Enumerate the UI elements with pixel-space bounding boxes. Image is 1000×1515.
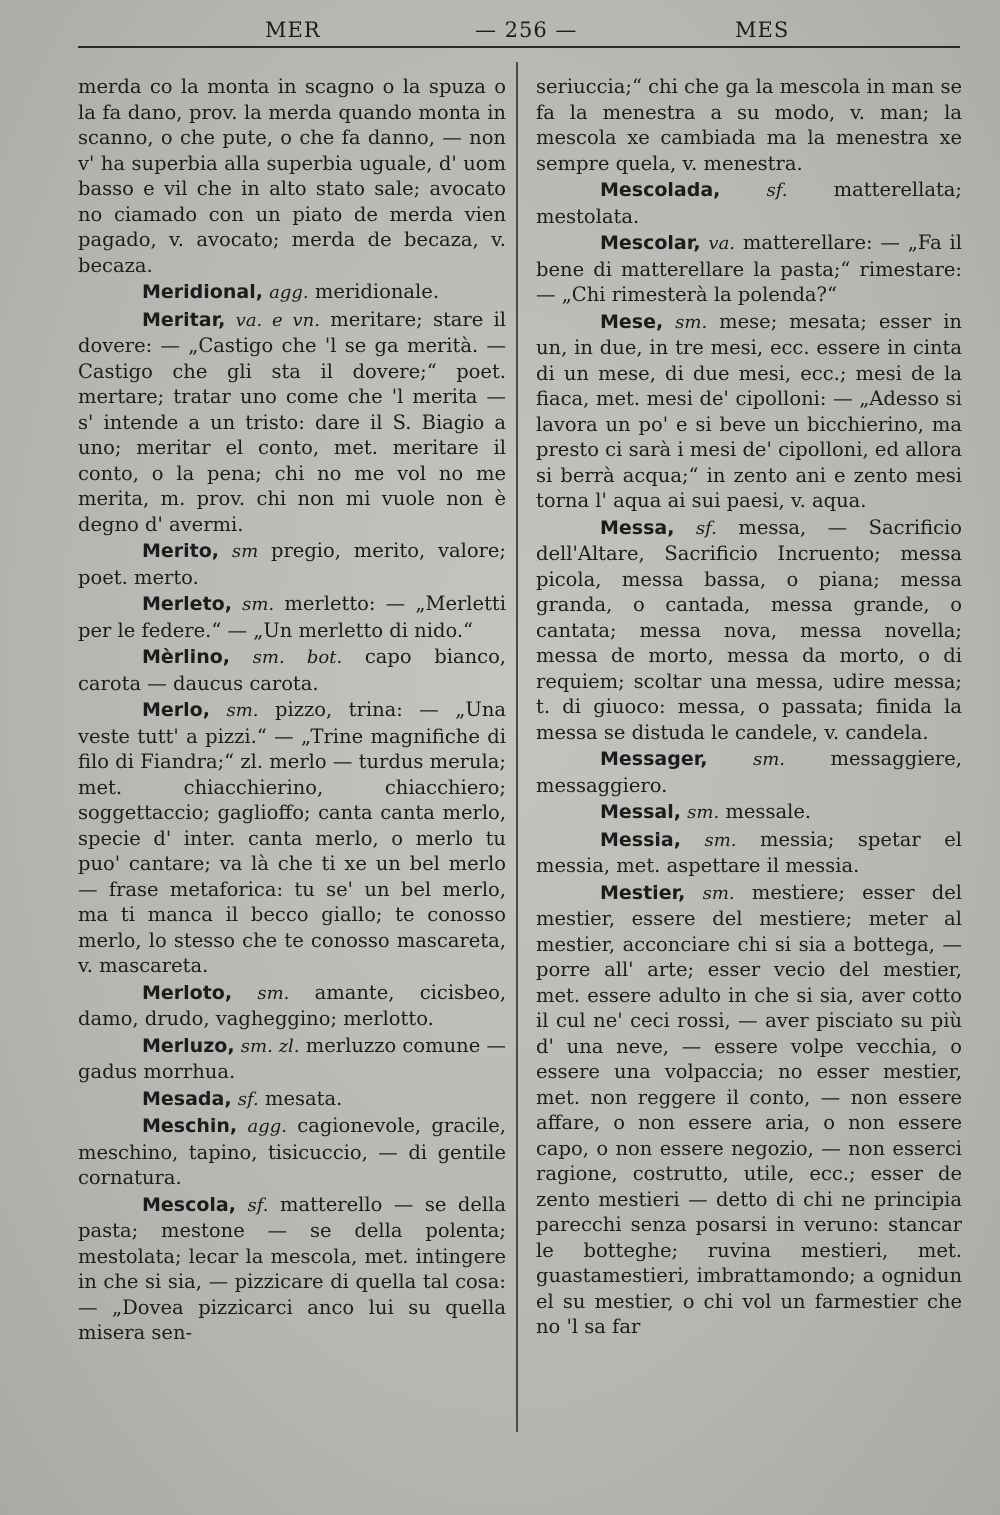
column-divider — [516, 62, 518, 1432]
entry-grammar-tag: sm. zl. — [240, 1035, 300, 1057]
entry-headword: Merleto, — [142, 593, 232, 615]
header-right-guideword: MES — [735, 18, 790, 42]
entry-grammar-tag: sm. — [242, 594, 275, 615]
dictionary-entry — [536, 309, 962, 514]
dictionary-entry — [536, 177, 962, 229]
entry-headword: Messia, — [600, 828, 681, 851]
entry-headword: Messa, — [600, 516, 675, 539]
entry-definition: messia; spetar el messia, met. aspettare il messia. — [536, 827, 962, 877]
entry-grammar-tag: va. — [708, 233, 736, 254]
dictionary-entry — [78, 1113, 506, 1191]
dictionary-entry — [78, 279, 506, 306]
entry-definition: pizzo, trina: — „Una veste tutt' a pizzi.“ — „Trine magnifiche di filo di Fiandra;“ zl. merlo — turdus merula; met. chiacchierino, chiacchiero; soggettaccio; gaglioffo; canta canta merlo, specie d' inter. canta merlo, o merlo tu puo' cantare; va là che ti xe un bel merlo — frase metaforica: tu se' un bel merlo, ma ti manca il becco giallo; te conosso merlo, lo stesso che te conosso mascareta, v. mascareta. — [78, 698, 506, 977]
entry-headword: Merloto, — [142, 981, 233, 1004]
entry-grammar-tag: sm. — [753, 749, 786, 770]
entry-headword: Mescola, — [142, 1193, 236, 1216]
dictionary-entry — [536, 515, 962, 746]
dictionary-entry — [536, 746, 962, 798]
entry-grammar-tag: sm. — [687, 802, 720, 823]
page-number: — 256 — — [475, 18, 578, 42]
entry-grammar-tag: sm. — [675, 311, 708, 333]
entry-grammar-tag: sm. — [226, 700, 259, 721]
dictionary-entry — [78, 1192, 506, 1346]
entry-grammar-tag: sm. bot. — [252, 647, 343, 668]
entry-definition: matterello — se della pasta; mestone — se della polenta; mestolata; lecar la mescola, met. intingere in che si sia, — pizzicare di quella tal cosa: — „Dovea pizzicarci anco lui su quella misera sen- — [78, 1192, 506, 1344]
entry-headword: Meridional, — [142, 281, 263, 303]
entry-definition: mese; mesata; esser in un, in due, in tre mesi, ecc. essere in cinta di un mese, di due mesi, ecc.; mesi de la fiaca, met. mesi de' cipolloni: — „Adesso si lavora un po' e si beve un bicchierino, ma presto ci sarà i mesi de' cipolloni, ed allora si berrà acqua;“ in zento ani e zento mesi torna l' aqua ai sui paesi, v. aqua. — [536, 309, 962, 512]
entry-headword: Merito, — [142, 540, 220, 562]
entry-headword: Mese, — [600, 310, 664, 333]
dictionary-entry — [78, 1033, 506, 1085]
entry-headword: Mescolar, — [600, 232, 701, 254]
dictionary-entry — [78, 538, 506, 590]
entry-headword: Merluzo, — [142, 1034, 235, 1057]
entry-headword: Mestier, — [600, 881, 686, 904]
running-header — [80, 18, 960, 48]
dictionary-entry — [536, 799, 962, 826]
entry-headword: Messager, — [600, 748, 708, 770]
dictionary-entry — [78, 644, 506, 696]
dictionary-entry — [536, 230, 962, 308]
left-column — [78, 74, 506, 1444]
entry-definition: messale. — [725, 800, 812, 823]
dictionary-entry — [78, 591, 506, 643]
entry-definition: capo bianco, carota — daucus carota. — [78, 645, 506, 695]
header-rule — [78, 46, 960, 48]
entry-definition: merluzzo comune — gadus morrhua. — [78, 1033, 506, 1083]
entry-headword: Mesada, — [142, 1087, 232, 1110]
entry-definition: merda co la monta in scagno o la spuza o la fa dano, prov. la merda quando monta in scanno, o che pute, o che fa danno, — non v' ha superbia alla superbia uguale, d' uom basso e vil che in alto stato sale; avocato no ciamado con un piato de merda vien pagado, v. avocato; merda de becaza, v. becaza. — [78, 75, 506, 277]
entry-headword: Merlo, — [142, 699, 210, 721]
entry-grammar-tag: agg. — [269, 282, 309, 303]
entry-definition: messaggiere, messaggiero. — [536, 747, 962, 797]
dictionary-entry — [536, 880, 962, 1340]
entry-grammar-tag: sm. — [257, 982, 290, 1004]
entry-definition: pregio, merito, valore; poet. merto. — [78, 539, 506, 589]
entry-definition: meritare; stare il dovere: — „Castigo che 'l se ga merità. — Castigo che gli sta il dovere;“ poet. mertare; tratar uno come che 'l merita — s' intende a un tristo: dare il S. Biagio a uno; meritar el conto, met. meritare il conto, o la pena; chi no me vol no me merita, m. prov. chi non mi vuole non è degno d' avermi. — [78, 307, 506, 536]
entry-headword: Meritar, — [142, 308, 226, 331]
dictionary-entry — [536, 827, 962, 879]
entry-grammar-tag: agg. — [247, 1116, 287, 1137]
entry-headword: Mèrlino, — [142, 646, 230, 668]
entry-definition: mestiere; esser del mestier, essere del mestiere; meter al mestier, acconciare chi si sia a bottega, — porre all' arte; esser vecio del mestier, met. essere adulto in che si sia, aver cotto il cul ne' ceci rossi, — aver pisciato su più d' una neve, — essere volpe vecchia, o essere una volpaccia; no esser mestier, met. non reggere il conto, — non essere affare, o non essere aria, o non essere capo, o non essere negozio, — non esserci ragione, costrutto, utile, ecc.; esser de zento mestieri — detto di chi ne principia parecchi senza posarsi in veruno: stancar le botteghe; ruvina mestieri, met. guastamestieri, imbrattamondo; a ognidun el su mestier, o chi vol un farmestier che no 'l sa far — [536, 880, 962, 1338]
entry-grammar-tag: sf. — [695, 517, 717, 539]
entry-headword: Messal, — [600, 801, 681, 823]
entry-headword: Mescolada, — [600, 179, 721, 201]
entry-grammar-tag: va. e vn. — [235, 309, 320, 331]
entry-grammar-tag: sm. — [704, 829, 737, 851]
entry-continuation — [536, 74, 962, 176]
entry-definition: merletto: — „Merletti per le federe.“ — „Un merletto di nido.“ — [78, 592, 506, 642]
entry-grammar-tag: sf. — [247, 1194, 269, 1216]
entry-definition: mesata. — [264, 1086, 343, 1110]
entry-grammar-tag: sm — [231, 541, 259, 562]
entry-grammar-tag: sf. — [766, 180, 788, 201]
entry-definition: cagionevole, gracile, meschino, tapino, tisicuccio, — di gentile cornatura. — [78, 1114, 506, 1189]
dictionary-entry — [78, 1086, 506, 1113]
entry-continuation — [78, 74, 506, 278]
entry-grammar-tag: sf. — [237, 1088, 259, 1110]
header-left-guideword: MER — [265, 18, 321, 42]
entry-definition: matterellare: — „Fa il bene di matterellare la pasta;“ rimestare: — „Chi rimesterà la polenda?“ — [536, 231, 962, 306]
dictionary-entry — [78, 980, 506, 1032]
right-column — [536, 74, 962, 1444]
entry-definition: messa, — Sacrificio dell'Altare, Sacrificio Incruento; messa picola, messa bassa, o piana; messa granda, o cantada, messa grande, o cantata; messa nova, messa novella; messa de morto, messa da morto, o di requiem; scoltar una messa, udire messa; t. di giuoco: messa, o passata; finida la messa se distuda le candele, v. candela. — [536, 515, 962, 744]
entry-grammar-tag: sm. — [702, 882, 735, 904]
dictionary-entry — [78, 307, 506, 538]
entry-headword: Meschin, — [142, 1115, 238, 1137]
dictionary-entry — [78, 697, 506, 979]
entry-definition: matterellata; mestolata. — [536, 178, 962, 228]
entry-definition: seriuccia;“ chi che ga la mescola in man se fa la menestra a su modo, v. man; la mescola xe cambiada ma la menestra xe sempre quela, v. menestra. — [536, 75, 962, 175]
entry-definition: amante, cicisbeo, damo, drudo, vagheggino; merlotto. — [78, 980, 506, 1030]
entry-definition: meridionale. — [314, 280, 440, 303]
